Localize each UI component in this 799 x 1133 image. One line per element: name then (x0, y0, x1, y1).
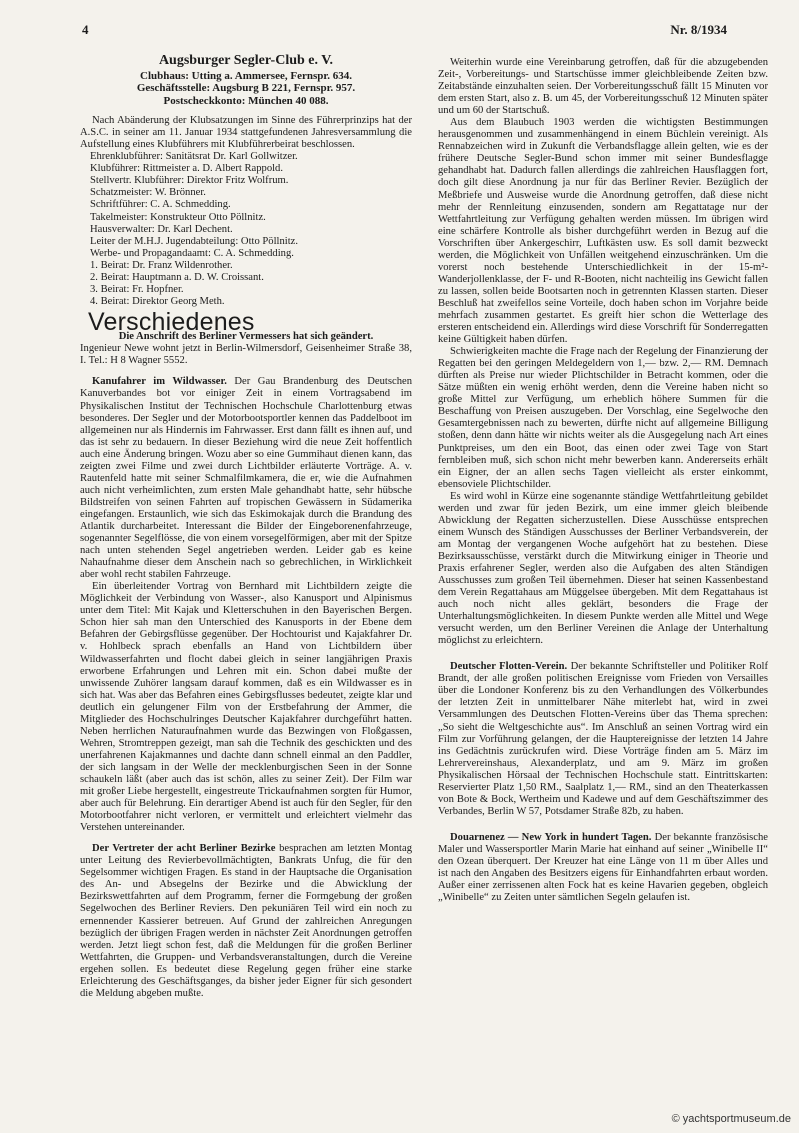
club-title: Augsburger Segler-Club e. V. (158, 53, 334, 68)
flotten-text: Der bekannte Schriftsteller und Politiker Rolf Brandt, der alle großen politischen Ereignisse vom Frieden von Versailles über die Londoner Konferenz bis zu den Verhandlungen des Völkerbundes der letzten Zeit in unmittelbarer Nähe miterlebt hat, wird in zwei Versammlungen des Deutschen Flotten-Vereins über das Thema sprechen: „So sieht die Weltgeschichte aus“. Im Anschluß an seinen Vortrag wird ein Film zur Vorführung gelangen, der die Hauptereignisse der letzten 14 Jahre ins Gedächtnis zurückrufen wird. Diese Vorträge finden am 5. März im Lehrervereinshaus, Alexanderplatz, und am 9. März im großen Physikalischen Hörsaal der Technischen Hochschule statt. Eintrittskarten: Reservierter Platz 1,50 RM., Saalplatz 1,— RM., sind an den Theaterkassen von Bote & Bock, Wertheim und Kadewe und auf dem Geschäftszimmer des Verbandes, Berlin W 57, Potsdamer Straße 82b, zu haben. (438, 661, 768, 817)
board-entry: 1. Beirat: Dr. Franz Wildenrother. (90, 259, 233, 271)
right-column (438, 57, 768, 904)
watermark-credit: © yachtsportmuseum.de (671, 1113, 791, 1125)
club-address-line: Geschäftsstelle: Augsburg B 221, Fernspr. 957. (136, 82, 356, 95)
vertreter-text-2: Weiterhin wurde eine Vereinbarung getroffen, daß für die abzugebenden Zeit-, Vorbereitungs- und Startschüsse immer gleichbleibende Zeiten bzw. Zeitabstände einzuhalten seien. Der Vorbereitungsschuß fällt 15 Minuten vor dem ersten Start, also z. B. um 45, der Vorbereitungsschuß 12 Minuten später und um 60 der Startschuß. (438, 57, 768, 117)
board-entry: 4. Beirat: Direktor Georg Meth. (90, 296, 225, 308)
flotten-article (438, 661, 768, 818)
board-entry: Schriftführer: C. A. Schmedding. (90, 199, 231, 211)
left-column (80, 52, 412, 1000)
kanu-text-2: Ein überleitender Vortrag von Bernhard mit Lichtbildern zeigte die Möglichkeit der Verbindung von Wasser-, also Kanusport und Alpinismus unter dem Titel: Mit Kajak und Kletterschuhen in den Bayerischen Bergen. Schon hier sah man den Unterschied des Kanusports in der Ebene dem Befahren der Gebirgsflüsse gegenüber. Der Hochtourist und Kajakfahrer Dr. v. Hohlbeck sprach ebenfalls an Hand von Lichtbildern über Wildwasserfahrten und flocht dabei gleich in seiner langjährigen Praxis erworbene Erfahrungen und Lehren mit ein. Schon dabei mußte der unwissende Zuhörer langsam darauf kommen, daß es ein Wildwasser es in sich hat. Was aber das Befahren eines Gebirgsflusses bedeutet, zeigte klar und deutlich ein gelungener Film von der Erstbefahrung der Ammer, die Mitglieder des Hochschulringes Deutscher Kajakfahrer durchgeführt hatten. Neben herrlichen Naturaufnahmen wurde das Bezwingen von Floßgassen, Wehren, Stromtreppen gezeigt, man sah die Technik des geschickten und des unerfahrenen Kajakmannes und dachte dann schnell einmal an den Paddler, der sich langsam in der Welle der mecklenburgischen Seen in der Sonne schaukeln läßt (aber auch das ist schön, alles zu seiner Zeit). Der Film war mit großer Liebe hergestellt, eingestreute Trickaufnahmen sorgten für Humor, aber auch für Belehrung. Ein derartiger Abend ist auch für den Segler, für den Motorbootfahrer nicht verloren, er vermittelt und erleichtert vielmehr das Verstehen untereinander. (80, 581, 412, 834)
vermesser-text: Ingenieur Newe wohnt jetzt in Berlin-Wilmersdorf, Geisenheimer Straße 38, I. Tel.: H 8 Wagner 5552. (80, 343, 412, 367)
douarnenez-lead: Douarnenez — New York in hundert Tagen. (450, 831, 652, 843)
douarnenez-text: Der bekannte französische Maler und Wassersportler Marin Marie hat einhand auf seiner „Winibelle II“ den Ozean überquert. Der Kreuzer hat eine Länge von 11 m über Alles und ist nach den Angaben des Besitzers eigens für Einhandfahrten erbaut worden. Außer einer zerrissenen alten Fock hat es keine Havarien gegeben, obgleich „Winibelle“ zu Zeiten unter sämtlichen Segeln gelaufen ist. (438, 831, 768, 904)
kanu-article (80, 376, 412, 581)
douarnenez-article (438, 832, 768, 904)
club-intro: Nach Abänderung der Klubsatzungen im Sinne des Führerprinzips hat der A.S.C. in seiner am 11. Januar 1934 stattgefundenen Jahresversammlung die Aufstellung eines Klubführers mit Klubführerbeirat beschlossen. (80, 114, 412, 150)
vermesser-heading: Die Anschrift des Berliner Vermessers hat sich geändert. (118, 331, 374, 343)
board-entry: Werbe- und Propagandaamt: C. A. Schmedding. (90, 247, 294, 259)
board-entry: Takelmeister: Konstrukteur Otto Pöllnitz. (90, 211, 266, 223)
board-entry: Hausverwalter: Dr. Karl Dechent. (90, 223, 233, 235)
board-entry: Schatzmeister: W. Brönner. (90, 187, 206, 199)
kanu-lead: Kanufahrer im Wildwasser. (92, 376, 227, 388)
vertreter-text-4: Schwierigkeiten machte die Frage nach der Regelung der Finanzierung der Regatten bei den geringen Meldegeldern von 1,— bzw. 2,— RM. Demnach dürften als Preise nur wieder Plichtschilder in Betracht kommen, oder die Sätze müßten ein wenig erhöht werden, denn die Vereine haben nicht so große Mittel zur Verfügung, um erheblich höhere Summen für die Beschaffung von Preisen auszugeben. Der Vorschlag, eine Segelwoche den Gesamtergebnissen nach zu bewerten, dürfte nicht auf allgemeine Billigung stoßen, denn dann hätte wir nichts weiter als die Ausgegelung nach Art eines Punktpreises, um den ein Boot, das einen oder zwei Tage von Start fernbleiben muß, sich schon nicht mehr bewerben kann. Andererseits erhält ein Eigner, der an allen sechs Tagen vielleicht als erster einkommt, ebensoviele Plichtschilder. (438, 346, 768, 490)
club-board-list (80, 151, 412, 308)
section-title: Verschiedenes (88, 308, 255, 337)
club-address-line: Clubhaus: Utting a. Ammersee, Fernspr. 634. (140, 70, 352, 82)
page-number: 4 (82, 22, 89, 37)
board-entry: Leiter der M.H.J. Jugendabteilung: Otto Pöllnitz. (90, 235, 299, 247)
vertreter-text-5: Es wird wohl in Kürze eine sogenannte ständige Wettfahrtleitung gebildet werden und zwar für jeden Bezirk, um eine immer gleich bleibende Abwicklung der Regatten sicherzustellen. Diese Ausschüsse entsprechen einem Wunsch des Ständigen Ausschusses der Berliner Verbandsverein, der am Montag der vergangenen Woche aufgehört hat zu bestehen. Diese Bezirksausschüsse, verstärkt durch die Mitwirkung einiger in Theorie und Praxis erfahrener Segler, werden also die Aufgaben des alten Ständigen Ausschusses zum großen Teil übernehmen. Dieser hat seinen Kassenbestand dem Verein Regattahaus am Müggelsee übergeben. Mit dem Regattahaus ist auch noch nicht alles geklärt, besonders die Frage der Unterhaltungsmöglichkeiten. In diesem Punkte werden alle Mittel und Wege versucht werden, um den Berliner Vereinen die Anlage der Unterhaltung möglichst zu erleichtern. (438, 490, 768, 647)
board-entry: 2. Beirat: Hauptmann a. D. W. Croissant. (90, 271, 264, 283)
board-entry: 3. Beirat: Fr. Hopfner. (90, 284, 184, 296)
club-address-line: Postscheckkonto: München 40 088. (163, 94, 329, 107)
flotten-lead: Deutscher Flotten-Verein. (450, 661, 568, 673)
kanu-text: Der Gau Brandenburg des Deutschen Kanuverbandes bot vor einiger Zeit in einem Vortragsabend im Physikalischen Institut der Technischen Hochschule Charlottenburg etwas besonderes. Der Segler und der Motorbootsportler kennen das Paddelboot im allgemeinen nur als Hindernis im Fahrwasser. Erst dann fällt es ihnen auf, und das ist sehr zu bedauern. In dieser Beziehung wird die neue Zeit hoffentlich auch eine Änderung bringen. Wozu aber so eine Gummihaut dienen kann, das zeigten zwei Filme und zwei durch Lichtbilder erläuterte Vorträge. A. v. Rautenfeld hatte mit seiner Schmalfilmkamera, die er, wie die Aufnahmen auch nicht verheimlichten, zum ersten Male gehandhabt hatte, sehr hübsche Bildstreifen von seinen Fahrten auf tropischen Gewässern in Südamerika eingefangen. Erstaunlich, wie sich das Eskimokajak durch die Brandung des Atlantik durcharbeitet. Interessant die Bilder der Eingeborenenfahrzeuge, sogenannter Segelflösse, die von einem vorsegelförmigen, aber mit der Spitze nach unten stehenden Segel angetrieben werden. Leider gab es keine Nahaufnahme dieser dem Anschein nach so gebrechlichen, in Wirklichkeit aber wohl recht stabilen Fahrzeuge. (80, 376, 412, 581)
board-entry: Klubführer: Rittmeister a. D. Albert Rappold. (90, 163, 284, 175)
board-entry: Ehrenklubführer: Sanitätsrat Dr. Karl Gollwitzer. (90, 151, 298, 163)
vertreter-article (80, 843, 412, 1000)
vertreter-text-3: Aus dem Blaubuch 1903 werden die wichtigsten Bestimmungen herausgenommen und zusammenhängend in einem Büchlein vereinigt. Als Rennabzeichen wird in Zukunft die Verbandsflagge allein gelten, wie es der frühere Deutsche Segler-Bund schon immer mit seiner Bundesflagge gehandhabt hat. Dadurch fallen allerdings die zahlreichen Hausflaggen fort, doch gilt diese Anordnung ja nur für das Berliner Revier. Bezüglich der Meßbriefe und Ausweise wurde die Anordnung getroffen, daß diese nicht mehr der Rennleitung einzusenden, sondern am Regattatage nur der Wettfahrtleitung zur Verfügung gehalten werden müssen. Im übrigen wird eine schärfere Kontrolle als bisher durchgeführt werden in Bezug auf die Vorschriften über Ankergeschirr, Luftkästen usw. Es soll damit bezweckt werden, die Möglichkeit von Unfällen weitgehend einzuschränken. Um die vorerst noch bestehende Unterschiedlichkeit in der 15-m²-Wanderjollenklasse, der F- und R-Booten, nicht nachteilig ins Gewicht fallen zu lassen, sollen beide Bootsarten noch in getrennten Klassen starten. Dieser Beschluß hat zweifellos seine Vorteile, doch haben schon im Vorjahre beide mehrfach zusammen gestartet. Es greift hier schon die Wetterlage des ersteren entscheidend ein. Allerdings wird diese Vorschrift für Sonderregatten keine Gültigkeit haben dürfen. (438, 117, 768, 346)
vertreter-lead: Der Vertreter der acht Berliner Bezirke (92, 843, 276, 855)
board-entry: Stellvertr. Klubführer: Direktor Fritz Wolfrum. (90, 175, 289, 187)
club-header (80, 52, 412, 107)
issue-number: Nr. 8/1934 (670, 22, 727, 37)
vertreter-text: besprachen am letzten Montag unter Leitung des Revierbevollmächtigten, Bankrats Unfug, die für den Segelsommer wichtigen Fragen. Es stand in der Hauptsache die Organisation des An- und Absegelns der Bezirke und die Abwicklung der Bezirkswettfahrten auf dem Programm, ferner die Formgebung der großen Segelwochen des Berliner Reviers. Den pekuniären Teil wird ein noch zu ernennender Kassierer betreuen. Auf Grund der zahlreichen Anregungen bezüglich der übrigen Fragen werden in nächster Zeit Anordnungen getroffen werden. Jetzt liegt schon fest, daß die Meldungen für die großen Berliner Wettfahrten, die Gruppen- und Verbandsveranstaltungen, durch die Vereine ergehen sollen. Es bedeutet diese Regelung gegen früher eine starke Erleichterung des Geschäftsganges, da bisher jeder Eigner für sich gesondert die Meldung abgeben mußte. (80, 843, 412, 999)
